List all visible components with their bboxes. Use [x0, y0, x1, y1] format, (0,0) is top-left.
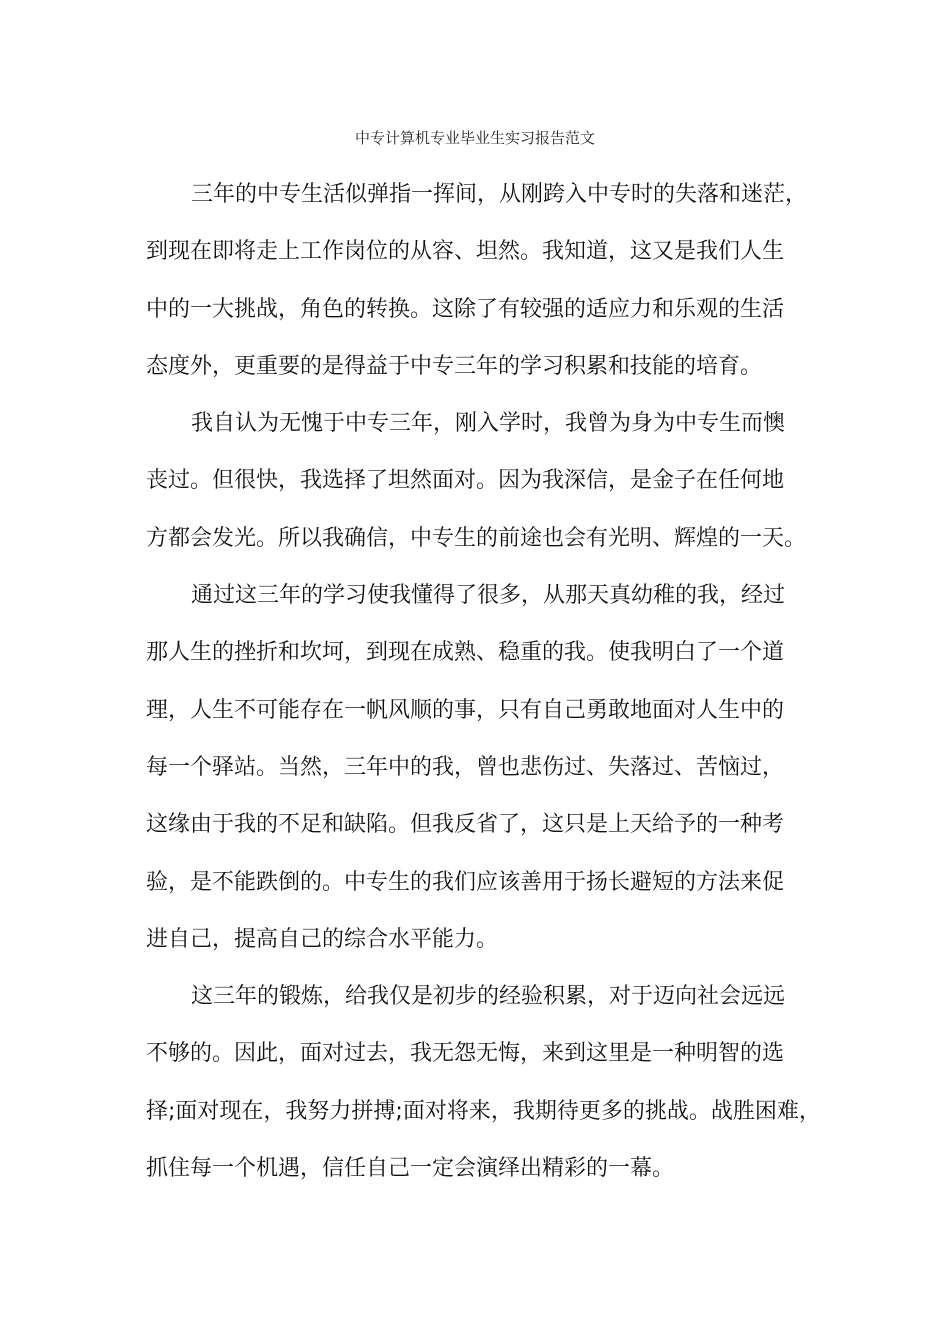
paragraph-line: 方都会发光。所以我确信，中专生的前途也会有光明、辉煌的一天。 — [146, 525, 807, 551]
paragraph-line: 态度外，更重要的是得益于中专三年的学习积累和技能的培育。 — [146, 353, 763, 379]
paragraph-line: 择;面对现在，我努力拼搏;面对将来，我期待更多的挑战。战胜困难， — [146, 1098, 821, 1124]
paragraph-line: 验，是不能跌倒的。中专生的我们应该善用于扬长避短的方法来促 — [146, 869, 785, 895]
paragraph-line: 理，人生不可能存在一帆风顺的事，只有自己勇敢地面对人生中的 — [146, 697, 785, 723]
paragraph-line: 到现在即将走上工作岗位的从容、坦然。我知道，这又是我们人生 — [146, 239, 785, 265]
paragraph-line: 那人生的挫折和坎坷，到现在成熟、稳重的我。使我明白了一个道 — [146, 640, 785, 666]
paragraph-4 — [146, 974, 836, 1203]
paragraph-line: 这三年的锻炼，给我仅是初步的经验积累，对于迈向社会远远 — [191, 984, 786, 1010]
paragraph-1 — [146, 172, 836, 401]
paragraph-line: 我自认为无愧于中专三年，刚入学时，我曾为身为中专生而懊 — [191, 411, 786, 437]
paragraph-line: 这缘由于我的不足和缺陷。但我反省了，这只是上天给予的一种考 — [146, 812, 785, 838]
paragraph-2 — [146, 401, 836, 573]
paragraph-line: 通过这三年的学习使我懂得了很多，从那天真幼稚的我，经过 — [191, 583, 786, 609]
paragraph-line: 每一个驿站。当然，三年中的我，曾也悲伤过、失落过、苦恼过， — [146, 754, 785, 780]
document-title: 中专计算机专业毕业生实习报告范文 — [354, 129, 595, 147]
paragraph-line: 丧过。但很快，我选择了坦然面对。因为我深信，是金子在任何地 — [146, 468, 785, 494]
paragraph-line: 三年的中专生活似弹指一挥间，从刚跨入中专时的失落和迷茫， — [191, 182, 808, 207]
paragraph-line: 抓住每一个机遇，信任自己一定会演绎出精彩的一幕。 — [146, 1156, 675, 1182]
paragraph-line: 进自己，提高自己的综合水平能力。 — [146, 926, 499, 952]
document-body — [146, 172, 836, 1203]
paragraph-line: 中的一大挑战，角色的转换。这除了有较强的适应力和乐观的生活 — [146, 296, 785, 322]
paragraph-line: 不够的。因此，面对过去，我无怨无悔，来到这里是一种明智的选 — [146, 1041, 785, 1067]
paragraph-3 — [146, 573, 836, 974]
